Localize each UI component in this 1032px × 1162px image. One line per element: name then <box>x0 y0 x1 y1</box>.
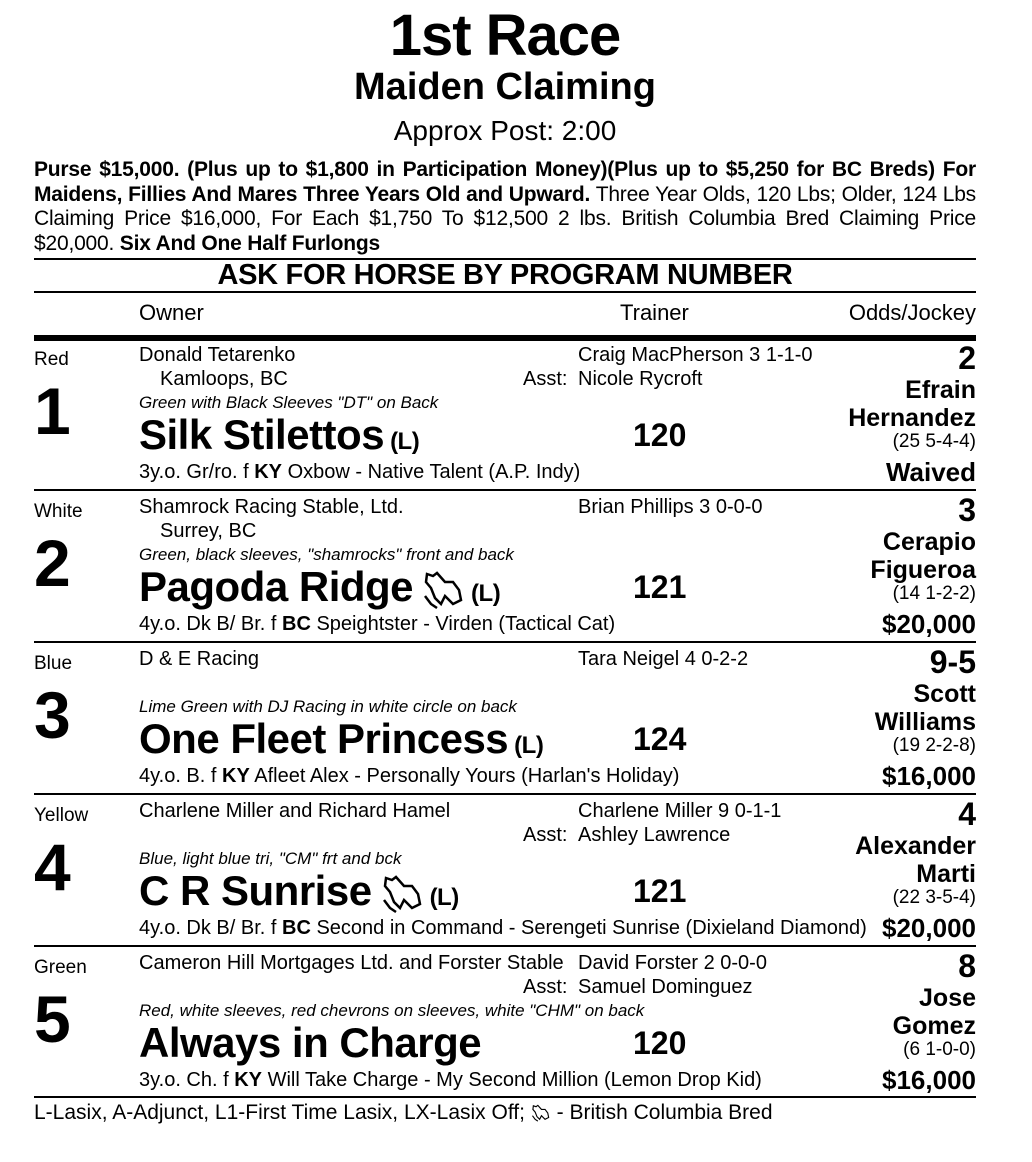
jockey-record: (25 5-4-4) <box>892 431 976 452</box>
owner-city: Kamloops, BC <box>160 368 288 390</box>
pedigree <box>139 917 867 940</box>
pedigree <box>139 613 615 636</box>
pedigree <box>139 461 580 484</box>
age-sex: 4y.o. Dk B/ Br. f <box>139 613 283 635</box>
saddlecloth-color: Green <box>34 957 87 978</box>
legend-bc: - British Columbia Bred <box>550 1101 773 1124</box>
state-bred: KY <box>254 461 283 483</box>
state-bred: BC <box>282 917 311 939</box>
assistant-label: Asst: <box>523 976 568 998</box>
claiming-price: $20,000 <box>882 913 976 943</box>
pedigree <box>139 765 679 788</box>
conditions-distance: Six And One Half Furlongs <box>119 231 381 255</box>
legend <box>34 1101 773 1125</box>
program-number: 4 <box>34 830 71 904</box>
assistant-trainer: Ashley Lawrence <box>578 824 731 846</box>
age-sex: 3y.o. Ch. f <box>139 1069 235 1091</box>
assistant-label: Asst: <box>523 368 568 390</box>
trainer-name: Craig MacPherson 3 1-1-0 <box>578 344 813 366</box>
silks-description: Red, white sleeves, red chevrons on sleeves, white "CHM" on back <box>139 1001 645 1020</box>
bc-bred-icon <box>531 1104 551 1122</box>
pedigree <box>139 1069 762 1092</box>
owner-name: D & E Racing <box>139 648 260 670</box>
morning-line-odds: 9-5 <box>929 644 976 680</box>
horse-name-text: Always in Charge <box>139 1019 482 1066</box>
jockey-first-name: Jose <box>919 984 976 1012</box>
owner-name: Cameron Hill Mortgages Ltd. and Forster Stable <box>139 952 564 974</box>
divider <box>34 1096 976 1098</box>
weight: 120 <box>633 417 687 453</box>
assistant-label: Asst: <box>523 824 568 846</box>
jockey-first-name: Alexander <box>855 832 976 860</box>
jockey-first-name: Cerapio <box>882 528 976 556</box>
silks-description: Lime Green with DJ Racing in white circle on back <box>139 697 517 716</box>
horse-name-text: Silk Stilettos <box>139 411 385 458</box>
program-number: 2 <box>34 526 71 600</box>
horse-name <box>139 715 543 763</box>
medication: (L) <box>514 732 544 759</box>
state-bred: KY <box>234 1069 263 1091</box>
age-sex: 4y.o. B. f <box>139 765 222 787</box>
saddlecloth-color: Blue <box>34 653 73 674</box>
column-odds-jockey: Odds/Jockey <box>848 300 976 325</box>
assistant-trainer: Nicole Rycroft <box>578 368 703 390</box>
jockey-record: (6 1-0-0) <box>903 1039 976 1060</box>
sire-dam: Will Take Charge - My Second Million (Lemon Drop Kid) <box>262 1069 762 1091</box>
weight: 120 <box>633 1025 687 1061</box>
morning-line-odds: 3 <box>958 492 976 528</box>
horse-name <box>139 411 419 459</box>
horse-name <box>139 563 500 611</box>
column-owner: Owner <box>139 300 204 325</box>
program-number: 5 <box>34 982 71 1056</box>
trainer-name: Brian Phillips 3 0-0-0 <box>578 496 763 518</box>
legend-text: L-Lasix, A-Adjunct, L1-First Time Lasix, LX-Lasix Off; <box>34 1101 531 1124</box>
race-conditions <box>34 158 976 256</box>
saddlecloth-color: Red <box>34 349 69 370</box>
horse-name <box>139 867 459 915</box>
state-bred: KY <box>222 765 250 787</box>
owner-name: Charlene Miller and Richard Hamel <box>139 800 451 822</box>
silks-description: Green with Black Sleeves "DT" on Back <box>139 393 439 412</box>
state-bred: BC <box>282 613 311 635</box>
sire-dam: Speightster - Virden (Tactical Cat) <box>310 613 616 635</box>
jockey-last-name: Gomez <box>892 1012 976 1040</box>
owner-city: Surrey, BC <box>160 520 257 542</box>
horse-name-text: One Fleet Princess <box>139 715 509 762</box>
race-title: 1st Race <box>389 3 621 68</box>
jockey-first-name: Scott <box>913 680 976 708</box>
bc-bred-icon <box>423 570 465 610</box>
weight: 121 <box>633 569 687 605</box>
bc-bred-icon <box>382 874 424 914</box>
claiming-price: $20,000 <box>882 609 976 639</box>
morning-line-odds: 2 <box>958 340 976 376</box>
trainer-name: Charlene Miller 9 0-1-1 <box>578 800 782 822</box>
claiming-price: $16,000 <box>882 761 976 791</box>
age-sex: 4y.o. Dk B/ Br. f <box>139 917 283 939</box>
column-trainer: Trainer <box>620 300 689 325</box>
horse-name <box>139 1019 481 1067</box>
saddlecloth-color: White <box>34 501 83 522</box>
owner-name: Donald Tetarenko <box>139 344 296 366</box>
conditions-purse: Purse $15,000. (Plus up to $1,800 in Participation Money)(Plus up to $5,250 for BC Breds) For Maidens, Fillies And Mares Three Years Old and Upward. <box>34 158 976 206</box>
entry-divider <box>34 793 976 795</box>
morning-line-odds: 8 <box>958 948 976 984</box>
jockey-record: (14 1-2-2) <box>892 583 976 604</box>
sire-dam: Oxbow - Native Talent (A.P. Indy) <box>282 461 581 483</box>
medication: (L) <box>390 428 420 455</box>
morning-line-odds: 4 <box>958 796 976 832</box>
age-sex: 3y.o. Gr/ro. f <box>139 461 255 483</box>
silks-description: Green, black sleeves, "shamrocks" front and back <box>139 545 514 564</box>
divider <box>34 291 976 293</box>
claiming-price: $16,000 <box>882 1065 976 1095</box>
sire-dam: Afleet Alex - Personally Yours (Harlan's Holiday) <box>249 765 680 787</box>
jockey-record: (22 3-5-4) <box>892 887 976 908</box>
jockey-record: (19 2-2-8) <box>892 735 976 756</box>
silks-description: Blue, light blue tri, "CM" frt and bck <box>139 849 402 868</box>
program-number: 3 <box>34 678 71 752</box>
saddlecloth-color: Yellow <box>34 805 89 826</box>
entry-divider <box>34 641 976 643</box>
conditions-weights: Three Year Olds, 120 Lbs; Older, 124 Lbs Claiming Price $16,000, For Each $1,750 To $12,500 2 lbs. British Columbia Bred Claiming Price $20,000. <box>34 182 976 255</box>
jockey-first-name: Efrain <box>905 376 976 404</box>
weight: 124 <box>633 721 687 757</box>
claiming-price: Waived <box>885 457 976 487</box>
sire-dam: Second in Command - Serengeti Sunrise (Dixieland Diamond) <box>310 917 867 939</box>
trainer-name: David Forster 2 0-0-0 <box>578 952 767 974</box>
jockey-last-name: Hernandez <box>848 404 976 432</box>
header-rule <box>34 335 976 341</box>
entry-divider <box>34 945 976 947</box>
jockey-last-name: Figueroa <box>870 556 976 584</box>
entry-divider <box>34 489 976 491</box>
medication: (L) <box>429 884 459 911</box>
jockey-last-name: Williams <box>874 708 976 736</box>
medication: (L) <box>471 580 501 607</box>
trainer-name: Tara Neigel 4 0-2-2 <box>578 648 749 670</box>
race-type: Maiden Claiming <box>354 66 656 108</box>
ask-banner: ASK FOR HORSE BY PROGRAM NUMBER <box>217 259 793 291</box>
assistant-trainer: Samuel Dominguez <box>578 976 753 998</box>
owner-name: Shamrock Racing Stable, Ltd. <box>139 496 404 518</box>
horse-name-text: C R Sunrise <box>139 867 372 914</box>
program-number: 1 <box>34 374 71 448</box>
weight: 121 <box>633 873 687 909</box>
jockey-last-name: Marti <box>916 860 976 888</box>
post-time: Approx Post: 2:00 <box>393 115 617 146</box>
horse-name-text: Pagoda Ridge <box>139 563 414 610</box>
